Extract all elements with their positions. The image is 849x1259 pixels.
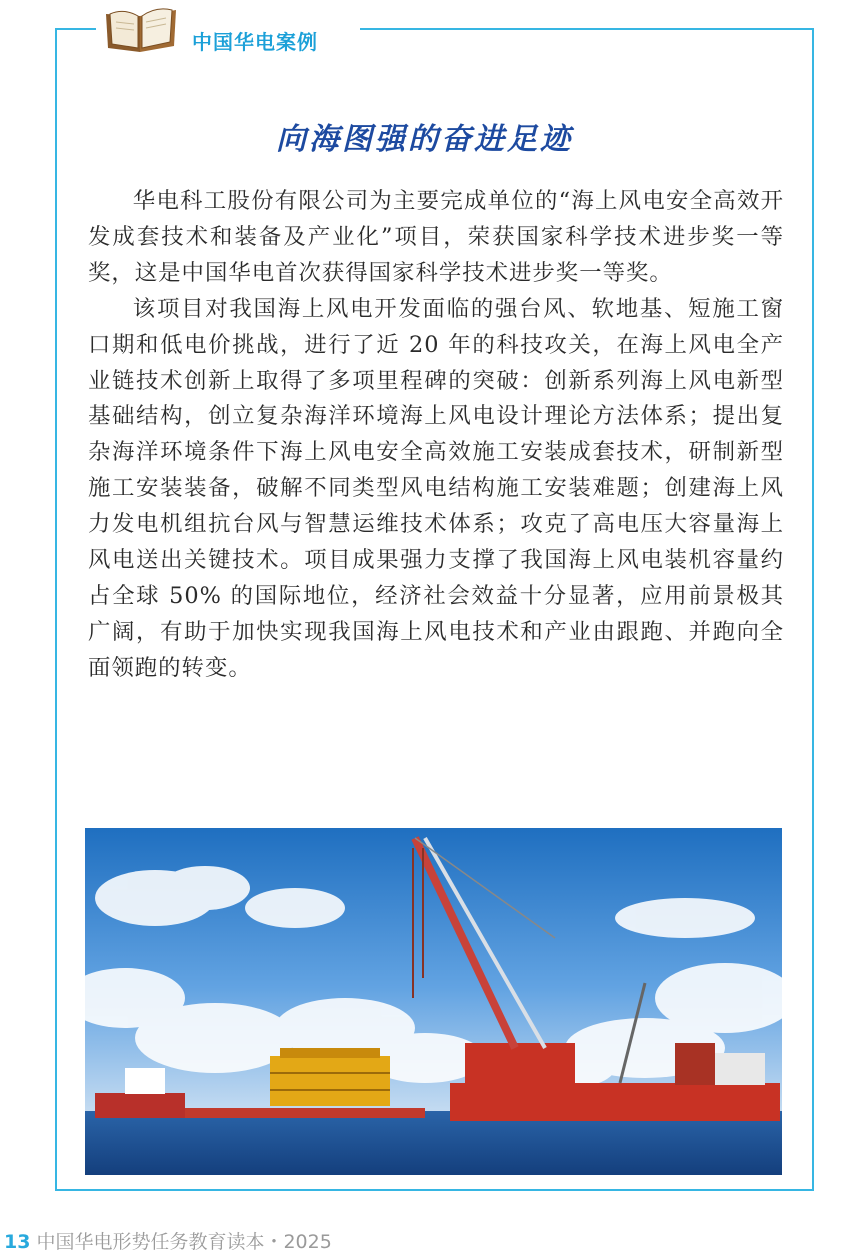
- offshore-wind-construction-photo: [85, 828, 782, 1175]
- book-title: 中国华电形势任务教育读本・2025: [36, 1231, 332, 1253]
- article-body: [88, 184, 784, 687]
- open-book-icon: [100, 2, 182, 56]
- offshore-substation: [270, 1048, 390, 1106]
- page-number: 13: [4, 1231, 31, 1253]
- article-paragraph: 华电科工股份有限公司为主要完成单位的“海上风电安全高效开发成套技术和装备及产业化”项目，荣获国家科学技术进步奖一等奖，这是中国华电首次获得国家科学技术进步奖一等奖。: [88, 188, 784, 286]
- article-paragraph: 该项目对我国海上风电开发面临的强台风、软地基、短施工窗口期和低电价挑战，进行了近 20 年的科技攻关，在海上风电全产业链技术创新上取得了多项里程碑的突破：创新系列海上风电新型基础结构，创立复杂海洋环境海上风电设计理论方法体系；提出复杂海洋环境条件下海上风电安全高效施工安装成套技术，研制新型施工安装装备，破解不同类型风电结构施工安装难题；创建海上风力发电机组抗台风与智慧运维技术体系；攻克了高电压大容量海上风电送出关键技术。项目成果强力支撑了我国海上风电装机容量约占全球 50% 的国际地位，经济社会效益十分显著，应用前景极其广阔，有助于加快实现我国海上风电技术和产业由跟跑、并跑向全面领跑的转变。: [88, 295, 784, 681]
- page-footer: [4, 1227, 332, 1255]
- article-title: 向海图强的奋进足迹: [276, 122, 573, 157]
- section-label: 中国华电案例: [192, 30, 318, 54]
